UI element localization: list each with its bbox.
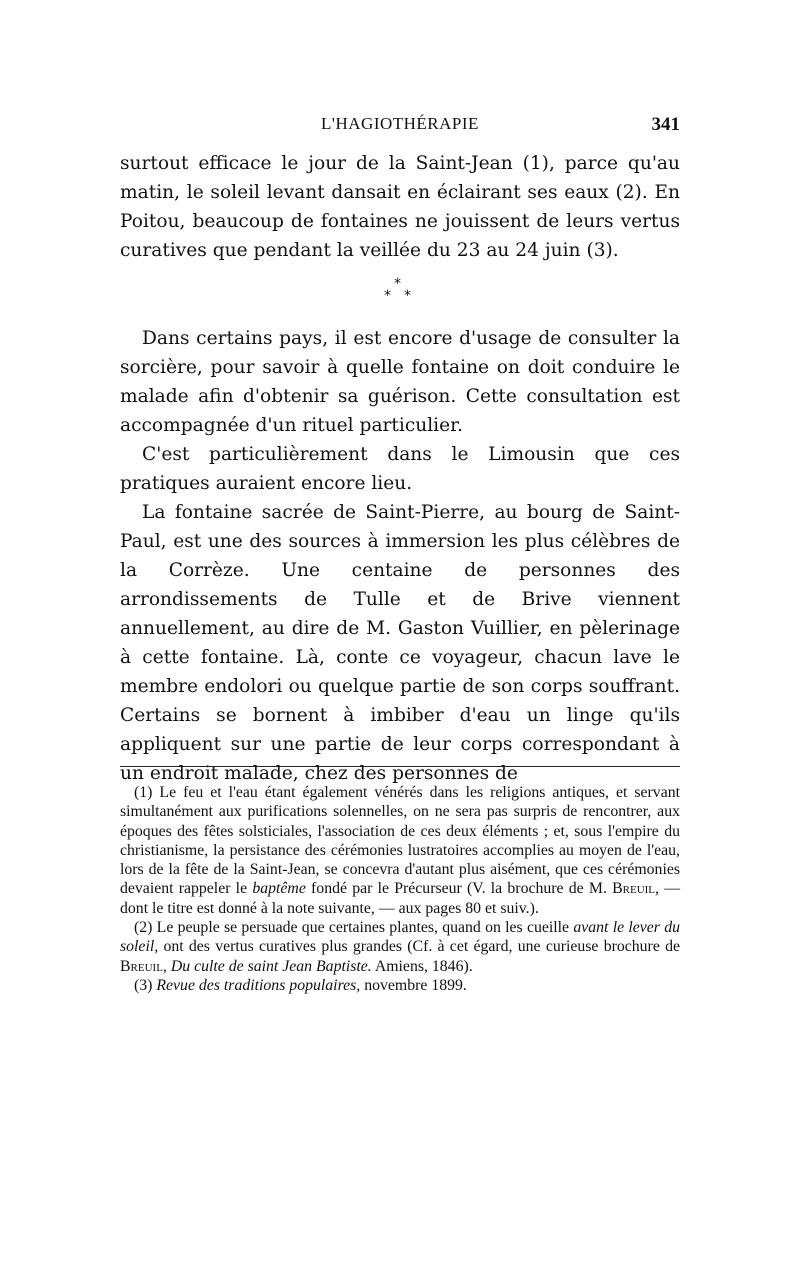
footnote-1 xyxy=(120,783,680,918)
footnotes xyxy=(120,783,680,995)
footnote-2-title: Du culte de saint Jean Baptiste. xyxy=(170,957,372,975)
page-header xyxy=(120,114,680,144)
paragraph-3: C'est particulièrement dans le Limousin que ces pratiques auraient encore lieu. xyxy=(120,444,680,494)
footnote-2-author: Breuil xyxy=(120,957,163,975)
footnote-1-text: fondé par le Précurseur (V. la brochure de M. xyxy=(305,880,613,898)
footnote-2-text: ont des vertus curatives plus grandes (Cf. à cet égard, une curieuse brochure de xyxy=(158,938,680,956)
footnote-2-italic: avant le lever du soleil, xyxy=(120,919,680,956)
footnote-1-italic: baptême xyxy=(252,880,306,898)
footnote-3-text: novembre 1899. xyxy=(360,976,467,994)
paragraph-2: Dans certains pays, il est encore d'usage de consulter la sorcière, pour savoir à quelle fontaine on doit conduire le malade afin d'obtenir sa guérison. Cette consultation est accompagnée d'un rituel particulier. xyxy=(120,328,680,436)
footnote-2-text: , xyxy=(162,957,171,975)
footnote-divider xyxy=(120,766,680,767)
footnote-2-text: (2) Le peuple se persuade que certaines plantes, quand on les cueille xyxy=(134,919,574,937)
asterism-separator xyxy=(120,265,680,324)
paragraph-1: surtout efficace le jour de la Saint-Jean (1), parce qu'au matin, le soleil levant dansait en éclairant ses eaux (2). En Poitou, beaucoup de fontaines ne jouissent de leurs vertus curatives que pendant la veillée du 23 au 24 juin (3). xyxy=(120,153,680,261)
asterism-star-icon: * xyxy=(404,288,411,304)
footnote-2-text: Amiens, 1846). xyxy=(371,957,473,975)
footnote-3-title: Revue des traditions populaires, xyxy=(156,976,361,994)
page-number: 341 xyxy=(651,114,680,135)
footnote-1-text: (1) Le feu et l'eau étant également vénérés dans les religions antiques, et servant simultanément aux purifications solennelles, on ne sera pas surpris de rencontrer, aux époques des fêtes solsticiales, l'association de ces deux éléments ; et, sous l'empire du christianisme, la persistance des cérémonies lustratoires accomplies au moyen de l'eau, lors de la fête de la Saint-Jean, se concevra d'autant plus aisément, que ces cérémonies devaient rappeler le xyxy=(120,784,680,898)
asterism-star-icon: * xyxy=(384,288,391,304)
footnote-1-author: Breuil xyxy=(612,880,656,898)
body-text xyxy=(120,149,680,788)
footnote-2 xyxy=(120,918,680,976)
footnote-1-text: , — dont le titre est donné à la note suivante, — aux pages 80 et suiv.). xyxy=(120,880,680,917)
footnote-3-text: (3) xyxy=(134,976,157,994)
running-title: L'HAGIOTHÉRAPIE xyxy=(321,114,479,133)
paragraph-4: La fontaine sacrée de Saint-Pierre, au bourg de Saint-Paul, est une des sources à immersion les plus célèbres de la Corrèze. Une centaine de personnes des arrondissements de Tulle et de Brive viennent annuellement, au dire de M. Gaston Vuillier, en pèlerinage à cette fontaine. Là, conte ce voyageur, chacun lave le membre endolori ou quelque partie de son corps souffrant. Certains se bornent à imbiber d'eau un linge qu'ils appliquent sur une partie de leur corps correspondant à un endroit malade, chez des personnes de xyxy=(120,502,680,784)
footnote-3 xyxy=(120,976,680,995)
asterism-star-icon: * xyxy=(394,276,401,292)
